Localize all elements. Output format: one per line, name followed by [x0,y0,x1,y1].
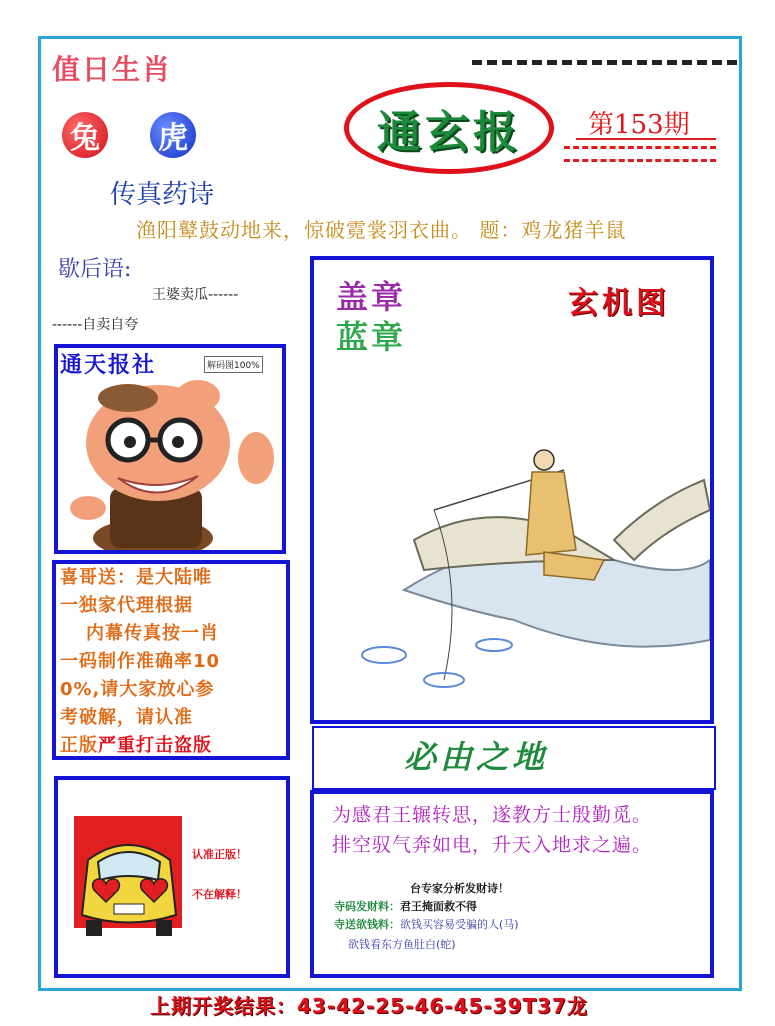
promo-anti-piracy: 严重打击盗版 [98,735,212,756]
last-draw-result: 上期开奖结果：43-42-25-46-45-39T37龙 [150,994,588,1018]
promo-line: 一码制作准确率10 [60,651,221,672]
fax-poem-title: 传真药诗 [110,180,215,210]
bottom-poem-line: 为感君王辗转思，遂教方士殷勤觅。 [332,804,653,826]
stamp-green: 蓝章 [336,318,407,356]
guess-line-1 [334,898,477,914]
promo-line: 考破解，请认准 [60,707,193,728]
car-label-no-explain: 不在解释！ [192,888,247,901]
promo-line: 内幕传真按一肖 [86,623,219,644]
promo-line [60,732,284,760]
promo-genuine: 正版 [60,735,98,756]
guess-key: 寺送欲钱料： [334,918,400,931]
mystic-chart-title: 玄机图 [568,286,670,321]
promo-text [60,564,284,760]
car-label-genuine: 认准正版！ [192,848,247,861]
twister-question: 王婆卖瓜------ [152,287,239,303]
guess-value: 欲钱买容易受骗的人(马) [400,918,519,931]
pig-box-badge: 解码图100% [204,356,263,373]
zodiac-badge-tiger: 虎 [150,112,196,158]
promo-line: 喜哥送：是大陆唯 [60,567,212,588]
car-cartoon-illustration [58,780,286,974]
twister-label: 歇后语: [58,257,132,282]
twister-answer: ------自卖自夸 [52,317,139,333]
issue-underline [576,138,716,140]
guess-value: 君王掩面救不得 [400,900,477,913]
guess-key: 寺码发财料： [334,900,400,913]
phrase: 必由之地 [404,738,549,776]
bottom-poem-line: 排空驭气奔如电，升天入地求之遍。 [332,834,653,856]
guess-line-3: 欲钱看东方鱼肚白(蛇) [348,938,456,951]
issue-number: 第153期 [588,110,690,140]
stamp-purple: 盖章 [336,278,407,316]
zodiac-badge-rabbit: 兔 [62,112,108,158]
expert-heading: 台专家分析发财诗！ [410,882,509,895]
promo-line: 一独家代理根据 [60,595,193,616]
issue-dashed-lines [564,146,716,162]
car-box [54,776,290,978]
duty-zodiac-label: 值日生肖 [52,53,173,86]
guess-line-2 [334,916,519,932]
top-dashed-line [472,60,737,65]
logo-text: 通玄报 [377,107,521,158]
poem-line: 渔阳鼙鼓动地来，惊破霓裳羽衣曲。 题：鸡龙猪羊鼠 [136,218,627,242]
pig-box-title: 通天报社 [60,352,157,378]
promo-line: 0%,请大家放心参 [60,679,215,700]
logo [344,82,554,174]
